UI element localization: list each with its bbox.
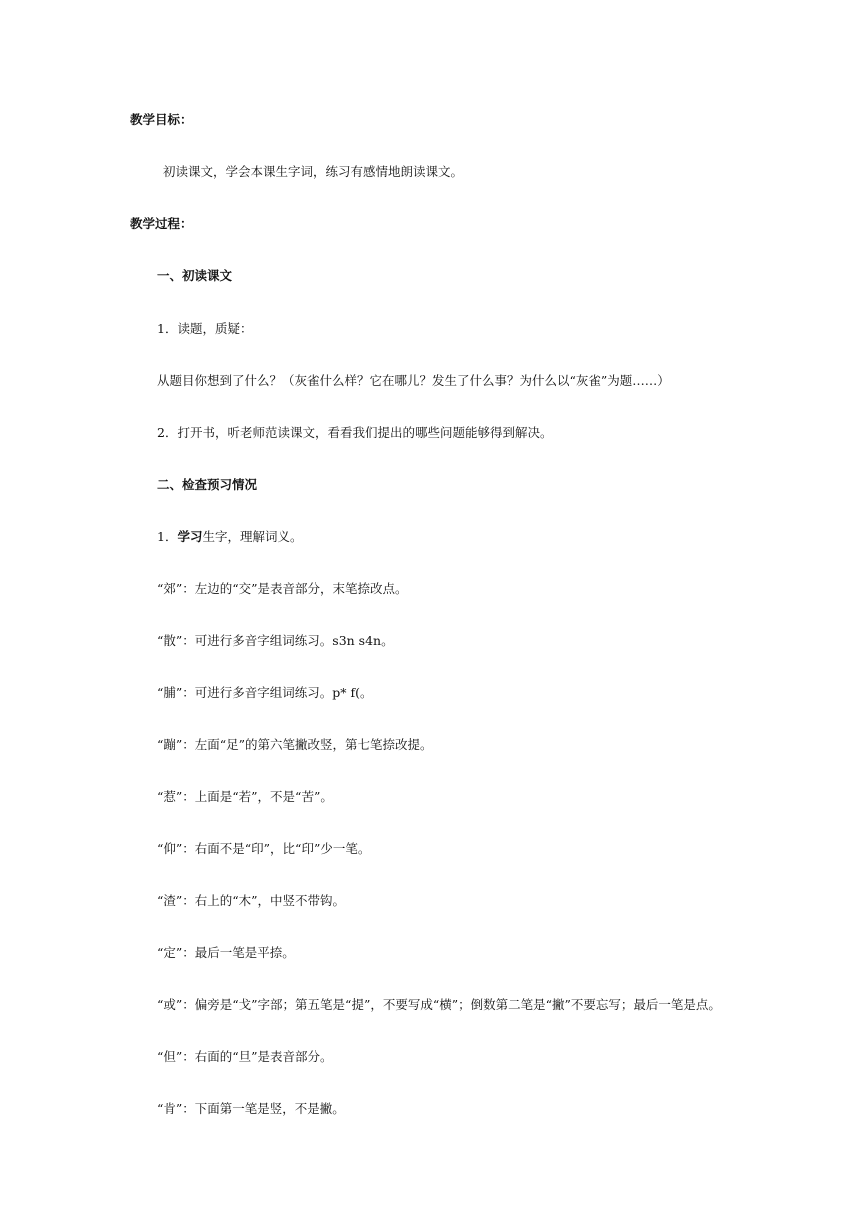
char-note-dan: “但”：右面的“旦”是表音部分。 bbox=[157, 1049, 333, 1064]
char-note-re: “惹”：上面是“若”，不是“苦”。 bbox=[157, 789, 333, 804]
section2-item1-num: 1． bbox=[157, 529, 178, 544]
goal-text: 初读课文，学会本课生字词，练习有感情地朗读课文。 bbox=[163, 164, 464, 179]
char-note-san: “散”：可进行多音字组词练习。s3n s4n。 bbox=[157, 633, 394, 648]
char-note-jiao: “郊”：左边的“交”是表音部分，末笔捺改点。 bbox=[157, 581, 408, 596]
goal-heading: 教学目标： bbox=[130, 112, 193, 127]
section2-item1-bold: 学习 bbox=[177, 529, 203, 544]
char-note-ding: “定”：最后一笔是平捺。 bbox=[157, 945, 295, 960]
char-note-beng: “蹦”：左面“足”的第六笔撇改竖，第七笔捺改提。 bbox=[157, 737, 433, 752]
section2-item1 bbox=[157, 529, 302, 545]
section1-question: 从题目你想到了什么？（灰雀什么样？它在哪儿？发生了什么事？为什么以“灰雀”为题……） bbox=[157, 373, 670, 388]
section1-item2: 2．打开书，听老师范读课文，看看我们提出的哪些问题能够得到解决。 bbox=[157, 425, 553, 440]
char-note-yang: “仰”：右面不是“印”，比“印”少一笔。 bbox=[157, 841, 371, 856]
char-note-ken: “肯”：下面第一笔是竖，不是撇。 bbox=[157, 1101, 345, 1116]
section2-item1-rest: 生字，理解词义。 bbox=[202, 529, 303, 544]
char-note-huo: “或”：偏旁是“戈”字部；第五笔是“提”，不要写成“横”；倒数第二笔是“撇”不要忘写；最后一笔是点。 bbox=[157, 997, 721, 1012]
section2-title: 二、检查预习情况 bbox=[157, 477, 258, 492]
char-note-pu: “脯”：可进行多音字组词练习。p* f(。 bbox=[157, 685, 373, 700]
char-note-zha: “渣”：右上的“木”，中竖不带钩。 bbox=[157, 893, 346, 908]
section1-title: 一、初读课文 bbox=[157, 268, 233, 283]
process-heading: 教学过程： bbox=[130, 216, 193, 231]
section1-item1: 1．读题，质疑： bbox=[157, 321, 253, 336]
